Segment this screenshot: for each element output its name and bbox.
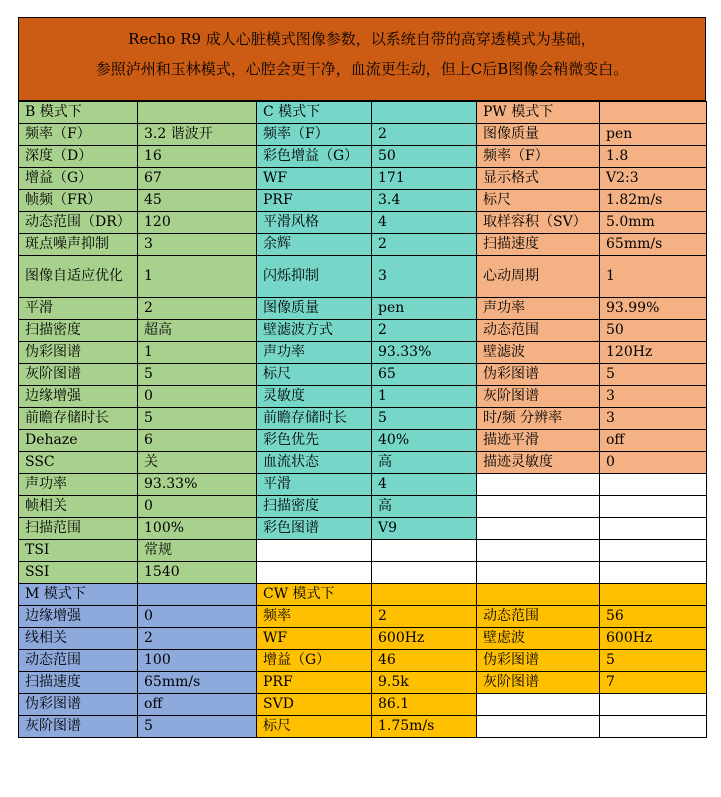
param-label: 描迹平滑 [477,430,600,452]
param-label: 血流状态 [257,452,372,474]
param-value: 65mm/s [138,672,257,694]
param-value: 100% [138,518,257,540]
param-label: 灰阶图谱 [477,386,600,408]
param-value: 3 [600,386,707,408]
param-value [372,562,477,584]
param-value: 65 [372,364,477,386]
table-row [19,234,707,256]
param-label: 扫描密度 [19,320,138,342]
param-value: 高 [372,452,477,474]
param-value: 5 [138,716,257,738]
param-label: 描迹灵敏度 [477,452,600,474]
param-label: 频率（F） [19,124,138,146]
param-label: 扫描速度 [19,672,138,694]
param-label [477,716,600,738]
param-value: 0 [600,452,707,474]
param-value: 7 [600,672,707,694]
param-value: V2:3 [600,168,707,190]
param-value: 4 [372,212,477,234]
empty-cell [138,584,257,606]
param-label: 前瞻存储时长 [19,408,138,430]
table-row [19,518,707,540]
param-value: 45 [138,190,257,212]
table-row [19,146,707,168]
param-label: 标尺 [257,364,372,386]
param-label: 标尺 [257,716,372,738]
param-label [257,562,372,584]
param-label: 动态范围 [19,650,138,672]
table-row [19,364,707,386]
param-label: 伪彩图谱 [477,364,600,386]
param-label [477,540,600,562]
param-value: 93.33% [372,342,477,364]
param-value: V9 [372,518,477,540]
table-row [19,606,707,628]
cw-mode-section-title: CW 模式下 [257,584,372,606]
param-value: 常规 [138,540,257,562]
m-mode-section-title: M 模式下 [19,584,138,606]
param-value: off [600,430,707,452]
param-label: 平滑 [19,298,138,320]
param-value: 67 [138,168,257,190]
param-label [477,518,600,540]
param-label: 灰阶图谱 [477,672,600,694]
param-value [600,540,707,562]
param-value [600,716,707,738]
table-row [19,320,707,342]
param-value: 100 [138,650,257,672]
param-label: 伪彩图谱 [19,694,138,716]
param-label: 动态范围 [477,320,600,342]
empty-cell [600,102,707,124]
param-value: 2 [372,234,477,256]
pw-mode-section-title: PW 模式下 [477,102,600,124]
param-label: 灵敏度 [257,386,372,408]
param-label: 动态范围（DR） [19,212,138,234]
param-value [600,474,707,496]
param-label: 余辉 [257,234,372,256]
param-label: 频率 [257,606,372,628]
param-value: 86.1 [372,694,477,716]
param-label: 图像质量 [477,124,600,146]
param-value: 9.5k [372,672,477,694]
parameter-sheet [18,17,706,738]
param-label: 声功率 [19,474,138,496]
param-value: 1540 [138,562,257,584]
param-label: 闪烁抑制 [257,256,372,298]
param-label: 频率（F） [257,124,372,146]
empty-cell [477,584,600,606]
header-line-1: Recho R9 成人心脏模式图像参数，以系统自带的高穿透模式为基础， [128,30,596,48]
parameter-table [18,101,707,738]
param-value: 1 [138,342,257,364]
param-label: 壁滤波 [477,342,600,364]
param-value: 0 [138,606,257,628]
table-row [19,342,707,364]
param-value: 4 [372,474,477,496]
param-label: SSI [19,562,138,584]
section-header-row [19,584,707,606]
table-row [19,496,707,518]
param-value: 120Hz [600,342,707,364]
param-label: 平滑 [257,474,372,496]
param-value: 5 [138,364,257,386]
table-row [19,540,707,562]
table-row [19,430,707,452]
table-row [19,212,707,234]
param-value: 1 [600,256,707,298]
param-value: 40% [372,430,477,452]
empty-cell [372,102,477,124]
param-label: SVD [257,694,372,716]
param-label: 灰阶图谱 [19,716,138,738]
param-value: 3.2 谐波开 [138,124,257,146]
param-label: PRF [257,672,372,694]
param-label: 前瞻存储时长 [257,408,372,430]
param-label [477,562,600,584]
empty-cell [600,584,707,606]
param-label: 扫描范围 [19,518,138,540]
param-label: SSC [19,452,138,474]
param-label: 显示格式 [477,168,600,190]
param-value: 2 [372,124,477,146]
param-label: 图像质量 [257,298,372,320]
param-label: 帧相关 [19,496,138,518]
param-label: 标尺 [477,190,600,212]
param-value: pen [600,124,707,146]
param-value [372,540,477,562]
param-value [600,518,707,540]
param-value: 171 [372,168,477,190]
param-value: 6 [138,430,257,452]
param-label: 斑点噪声抑制 [19,234,138,256]
param-label: 增益（G） [19,168,138,190]
param-value: 16 [138,146,257,168]
table-row [19,716,707,738]
param-value: 93.99% [600,298,707,320]
table-row [19,124,707,146]
param-value: 3.4 [372,190,477,212]
param-label [477,496,600,518]
param-value: 2 [138,298,257,320]
table-row [19,650,707,672]
param-label: 灰阶图谱 [19,364,138,386]
param-label: 声功率 [257,342,372,364]
param-value: 120 [138,212,257,234]
table-row [19,256,707,298]
param-value: 超高 [138,320,257,342]
table-row [19,694,707,716]
param-value: off [138,694,257,716]
param-value: 2 [372,606,477,628]
param-label: 心动周期 [477,256,600,298]
param-value: 1 [138,256,257,298]
param-value: 1 [372,386,477,408]
table-row [19,628,707,650]
table-row [19,452,707,474]
table-row [19,298,707,320]
param-label: 彩色图谱 [257,518,372,540]
param-label: 声功率 [477,298,600,320]
param-label: 彩色增益（G） [257,146,372,168]
param-label: 增益（G） [257,650,372,672]
param-label: 边缘增强 [19,386,138,408]
param-value: 0 [138,496,257,518]
param-label: 边缘增强 [19,606,138,628]
param-value: 5 [600,650,707,672]
param-value: 关 [138,452,257,474]
param-value: 3 [138,234,257,256]
param-label: 伪彩图谱 [477,650,600,672]
table-row [19,168,707,190]
table-row [19,386,707,408]
param-value: 2 [138,628,257,650]
param-label: 图像自适应优化 [19,256,138,298]
param-label: 平滑风格 [257,212,372,234]
param-value: 50 [372,146,477,168]
param-value: 46 [372,650,477,672]
table-row [19,474,707,496]
param-value [600,562,707,584]
param-label: 时/频 分辨率 [477,408,600,430]
table-row [19,408,707,430]
c-mode-section-title: C 模式下 [257,102,372,124]
header-line-2: 参照泸州和玉林模式，心腔会更干净，血流更生动，但上C后B图像会稍微变白。 [95,60,629,78]
param-label [477,474,600,496]
param-label [477,694,600,716]
param-value: pen [372,298,477,320]
table-row [19,562,707,584]
param-value: 65mm/s [600,234,707,256]
param-value: 0 [138,386,257,408]
param-value: 5.0mm [600,212,707,234]
param-label: 扫描速度 [477,234,600,256]
param-value: 1.82m/s [600,190,707,212]
param-value: 93.33% [138,474,257,496]
param-label: 线相关 [19,628,138,650]
param-value: 5 [138,408,257,430]
param-value: 高 [372,496,477,518]
param-label: 帧频（FR） [19,190,138,212]
param-label: 频率（F） [477,146,600,168]
param-value: 600Hz [600,628,707,650]
param-label: WF [257,628,372,650]
param-label: 壁虑波 [477,628,600,650]
param-label: 壁滤波方式 [257,320,372,342]
empty-cell [372,584,477,606]
param-value: 56 [600,606,707,628]
param-label: 扫描密度 [257,496,372,518]
param-value: 1.75m/s [372,716,477,738]
param-label: 彩色优先 [257,430,372,452]
param-value [600,694,707,716]
param-label: 深度（D） [19,146,138,168]
param-value: 5 [372,408,477,430]
param-label: 伪彩图谱 [19,342,138,364]
param-value: 3 [600,408,707,430]
param-label [257,540,372,562]
param-value [600,496,707,518]
param-value: 2 [372,320,477,342]
param-value: 600Hz [372,628,477,650]
empty-cell [138,102,257,124]
param-label: 动态范围 [477,606,600,628]
b-mode-section-title: B 模式下 [19,102,138,124]
param-label: TSI [19,540,138,562]
table-row [19,672,707,694]
sheet-header [18,17,706,101]
param-value: 50 [600,320,707,342]
param-value: 3 [372,256,477,298]
param-label: 取样容积（SV） [477,212,600,234]
table-row [19,190,707,212]
param-label: WF [257,168,372,190]
param-label: Dehaze [19,430,138,452]
section-header-row [19,102,707,124]
param-label: PRF [257,190,372,212]
param-value: 1.8 [600,146,707,168]
param-value: 5 [600,364,707,386]
